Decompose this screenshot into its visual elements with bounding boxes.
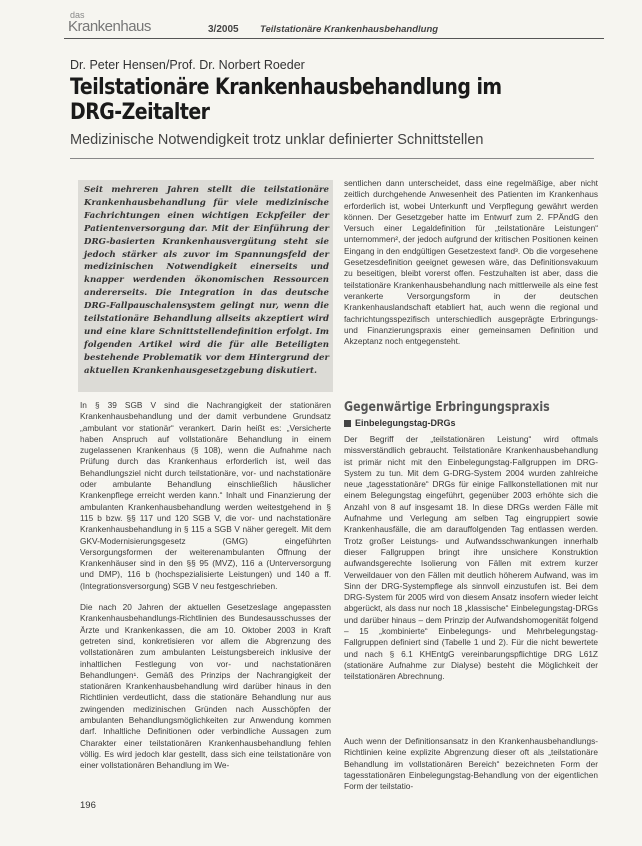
- paragraph: In § 39 SGB V sind die Nachrangigkeit der stationären Krankenhausbehandlung und der damit verbundene Grundsatz „ambulant vor stationär“ verankert. Darin heißt es: „Versicherte haben Anspruch auf vollstationäre Behandlung in einem zugelassenen Krankenhaus (§ 108), wenn die Aufnahme nach Prüfung durch das Krankenhaus erforderlich ist, weil das Behandlungsziel nicht durch teilstationäre, vor- und nachstationäre oder ambulante Behandlung einschließlich häuslicher Krankenpflege erreicht werden kann.“ Inhalt und Finanzierung der ambulanten Krankenhausbehandlung werden weitestgehend in § 115 b bzw. §§ 117 und 120 SGB V, die vor- und nachstationäre Krankenhausbehandlung in § 115 a SGB V näher geregelt. Mit dem GKV-Modernisierungsgesetz (GMG) eingeführten Versorgungsformen der weiterenambulanten Öffnung der Krankenhäuser sind in den §§ 95 (MVZ), 116 a (Unterversorgung und DMP), 116 b (hochspezialisierte Leistungen) und 140 a ff. (Integrationsversorgung) SGB V neu festgeschrieben.: [80, 400, 331, 591]
- page-number: 196: [80, 800, 96, 811]
- paragraph: sentlichen dann unterscheidet, dass eine regelmäßige, aber nicht zeitlich durchgehende Anwesenheit des Patienten im Krankenhaus erforderlich ist, wobei Unterkunft und Verpflegung gewährt werden können. Der Gesetzgeber hatte im Entwurf zum 2. FPÄndG den Versuch einer Legaldefinition für „teilstationäre Leistungen“ unternommen², der jedoch aufgrund der kritischen Positionen keinen Eingang in den endgültigen Gesetzestext fand³. Ob die vorgesehene Gesetzesdefinition geeignet gewesen wäre, das Definitionsvakuum zu beseitigen, bleibt vorerst offen. Festzuhalten ist aber, dass die teilstationäre Krankenhausbehandlung nach mittlerweile als eine fest verankerte Versorgungsform in der deutschen Krankenhauslandschaft etabliert hat, auch wenn die regional und fachrichtungsspezifisch unterschiedlich ausgeprägte Erbringungs- und Finanzierungspraxis einer gemeinsamen Definition und Akzeptanz noch entgegensteht.: [344, 178, 598, 347]
- article-authors: Dr. Peter Hensen/Prof. Dr. Norbert Roeder: [70, 58, 305, 72]
- left-column: [80, 400, 331, 782]
- sub-heading-label: Einbelegungstag-DRGs: [355, 418, 456, 428]
- running-title: Teilstationäre Krankenhausbehandlung: [260, 24, 439, 35]
- lead-text: Seit mehreren Jahren stellt die teilstationäre Krankenhausbehandlung für viele medizinische Fachrichtungen einen wichtigen Eckpfeiler der Patientenversorgung dar. Mit der Einführung der DRG-basierten Krankenhausvergütung steht sie jedoch stärker als zuvor im Spannungsfeld der medizinischen Notwendigkeit einerseits und knapper werdenden ökonomischen Ressourcen andererseits. Die Integration in das deutsche DRG-Fallpauschalensystem gelingt nur, wenn die teilstationäre Behandlung allseits akzeptiert wird und eine klare Schnittstellendefinition erfolgt. Im folgenden Artikel wird die für alle Beteiligten bestehende Problematik vor dem Hintergrund der aktuellen Krankenhausgesetzgebung diskutiert.: [84, 185, 329, 376]
- article-title: [70, 75, 517, 125]
- right-column-bottom: [344, 736, 598, 802]
- paragraph: Die nach 20 Jahren der aktuellen Gesetzeslage angepassten Krankenhausbehandlungs-Richtlinien des Bundesausschusses der Ärzte und Krankenkassen, die am 10. Oktober 2003 in Kraft getreten sind, konkretisieren vor allem die Abgrenzung des vollstationären zum ambulanten Leistungsbereich inklusive der inhaltlichen Festlegung von vor- und nachstationären Behandlungen¹. Gemäß des Prinzips der Nachrangigkeit der stationären Krankenhausbehandlung wird darüber hinaus in den Richtlinien verdeutlicht, dass die stationäre Behandlung nur aus zwingenden medizinischen Gründen nach Ausschöpfen der ambulanten Behandlungsmöglichkeiten zur Anwendung kommen darf. Inhaltliche Definitionen oder verbindliche Aussagen zum Charakter einer teilstationären Krankenhausbehandlung fehlen völlig. Es wird jedoch klar gestellt, dass sich eine teilstationäre von einer vollstationären Behandlung im We-: [80, 602, 331, 771]
- sub-heading: [344, 418, 456, 428]
- journal-logo: Krankenhaus: [68, 18, 151, 35]
- page-header: [64, 10, 604, 39]
- article-subtitle: Medizinische Notwendigkeit trotz unklar definierter Schnittstellen: [70, 132, 484, 148]
- paragraph: Der Begriff der „teilstationären Leistung“ wird oftmals missverständlich gebraucht. Teilstationäre Krankenhausbehandlung ist primär nicht mit den Einbelegungstag-Fallgruppen im DRG-System zu tun. Mit dem G-DRG-System 2004 wurden zahlreiche neue „tagesstationäre“ DRGs für einige Fallkonstellationen mit nur einem Belegungstag eingeführt, gegenüber 2003 erhöhte sich die Anzahl von 8 auf insgesamt 18. In diese DRGs werden Fälle mit Aufnahme und Verlegung am selben Tag eingruppiert sowie Krankenhausfälle, die am darauffolgenden Tag entlassen werden. Trotz großer Leistungs- und Aufwandsschwankungen innerhalb dieser Fallgruppen bringt ihre unsichere Konstruktion aufwandsgerechte Isolierung von Fällen mit extrem kurzer Verweildauer von den Fällen mit deutlich höherem Aufwand, was im Sinn der DRG-Systempflege als sinnvoll einzustufen ist. Bei dem DRG-System für 2005 wird von diesem Ansatz insofern wieder leicht abgerückt, als dass nur noch 18 „klassische“ Einbelegungstag-DRGs und darüber hinaus – dem Prinzip der Aufwandshomogenität folgend – 15 „kombinierte“ Einbelegungs- und Mehrbelegungstag-Fallgruppen definiert sind (Tabelle 1 und 2). Für die nicht bewertete und nach § 6.1 KHEntgG vereinbarungspflichtige DRG L61Z (stationäre Aufnahme zur Dialyse) besteht die Möglichkeit der teilstationären Abrechnung.: [344, 434, 598, 682]
- square-bullet-icon: [344, 420, 351, 427]
- title-line-1: Teilstationäre Krankenhausbehandlung im: [70, 75, 502, 100]
- logo-prefix: das: [70, 10, 85, 20]
- title-line-2: DRG-Zeitalter: [70, 100, 210, 125]
- paragraph: Auch wenn der Definitionsansatz in den Krankenhausbehandlungs-Richtlinien keine explizite Abgrenzung dieser oft als „teilstationäre Behandlung im vollstationären Bereich“ bezeichneten Form der tagesstationären Einbelegungstag-Behandlung von der eigentlichen Form der teilstatio-: [344, 736, 598, 792]
- divider: [70, 158, 594, 159]
- right-column-top: [344, 178, 598, 357]
- right-column-body: [344, 434, 598, 693]
- issue-number: 3/2005: [208, 24, 239, 35]
- section-heading: Gegenwärtige Erbringungspraxis: [344, 400, 550, 415]
